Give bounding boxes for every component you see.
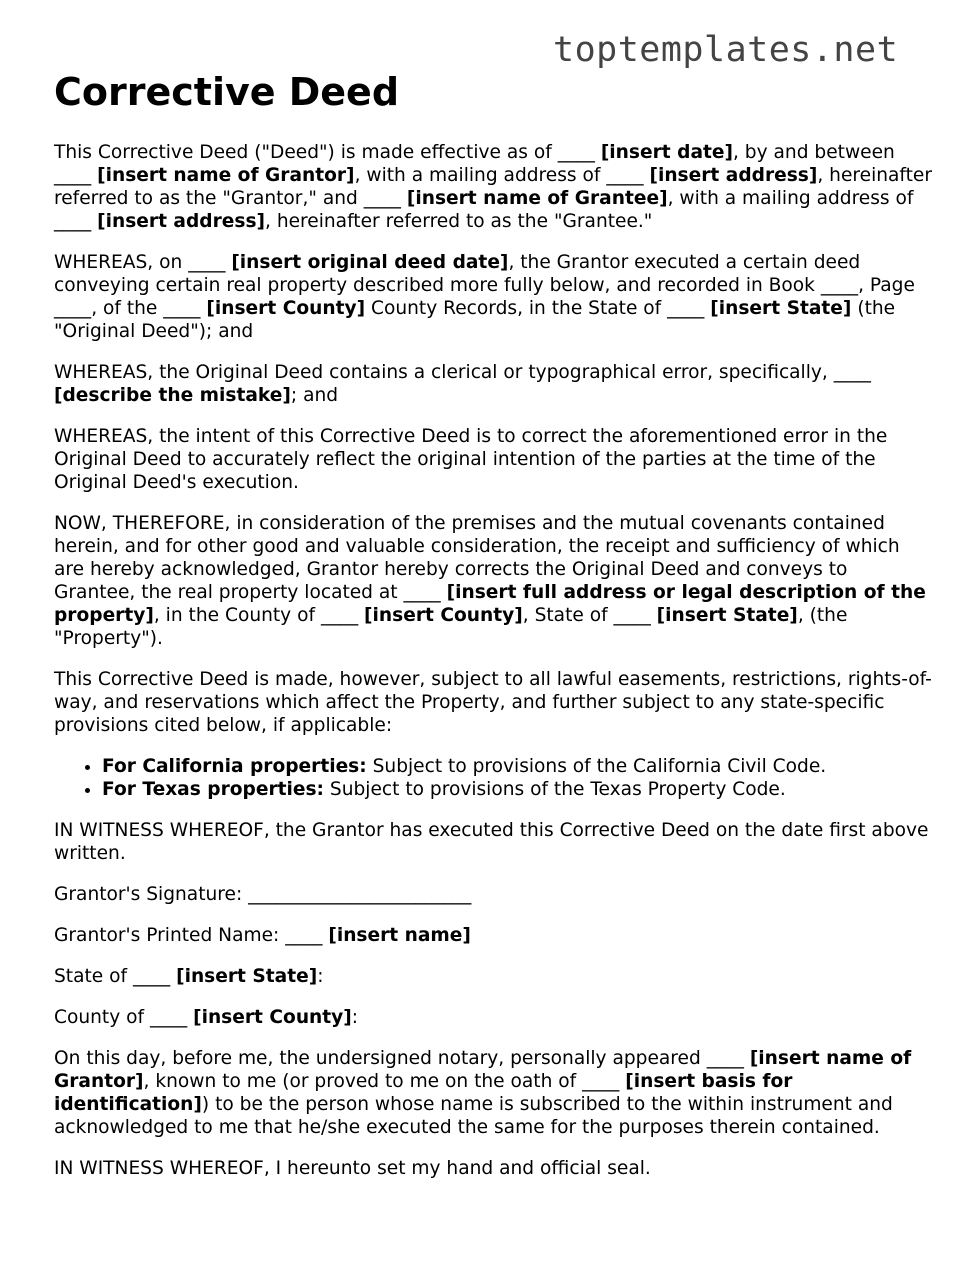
field-placeholder: [insert name of Grantor] [54, 1048, 912, 1092]
list-item-label: For Texas properties: [102, 779, 324, 800]
witness-grantor-paragraph: IN WITNESS WHEREOF, the Grantor has executed this Corrective Deed on the date first above written. [54, 820, 929, 864]
list-item-label: For California properties: [102, 756, 367, 777]
blank-line: ____ [403, 582, 441, 603]
blank-line: ____ [706, 1048, 744, 1069]
field-placeholder: [insert address] [649, 165, 818, 186]
text: WHEREAS, on [54, 252, 189, 273]
now-therefore-paragraph [54, 512, 934, 650]
text: , in the County of [153, 605, 321, 626]
field-placeholder: [describe the mistake] [54, 385, 291, 406]
text: ; and [290, 385, 339, 406]
whereas-original-deed-paragraph [54, 251, 934, 343]
text: , with a mailing address of [354, 165, 607, 186]
text: On this day, before me, the undersigned notary, personally appeared [54, 1048, 707, 1069]
field-placeholder: [insert original deed date] [231, 252, 509, 273]
blank-line: ____ [54, 211, 92, 232]
field-placeholder: [insert name of Grantor] [97, 165, 355, 186]
blank-line: ____ [582, 1071, 620, 1092]
notary-paragraph [54, 1047, 934, 1139]
document-page [54, 0, 934, 1180]
blank-line: ____ [613, 605, 651, 626]
county-label: County of [54, 1007, 150, 1028]
blank-line: ____ [132, 966, 171, 987]
text: , State of [522, 605, 614, 626]
field-placeholder: [insert State] [656, 605, 798, 626]
witness-notary-paragraph: IN WITNESS WHEREOF, I hereunto set my hand and official seal. [54, 1158, 651, 1179]
text: , by and between [732, 142, 895, 163]
state-provisions-list [54, 755, 934, 801]
list-item-text: Subject to provisions of the Texas Property Code. [324, 779, 786, 800]
printed-name-label: Grantor's Printed Name: [54, 925, 286, 946]
field-placeholder: [insert address] [97, 211, 266, 232]
field-placeholder: [insert full address or legal description of the property] [54, 582, 926, 626]
field-placeholder: [insert State] [710, 298, 852, 319]
text: , with a mailing address of [667, 188, 914, 209]
document-title: Corrective Deed [54, 70, 400, 114]
list-item [102, 755, 934, 778]
text: , the Grantor executed a certain deed conveying certain real property described more fully below, and recorded in Book [54, 252, 861, 296]
field-placeholder: [insert County] [206, 298, 366, 319]
field-placeholder: [insert name] [328, 925, 471, 946]
field-placeholder: [insert County] [364, 605, 523, 626]
blank-line: ____ [54, 298, 92, 319]
text: County Records, in the State of [365, 298, 668, 319]
blank-line: ____ [320, 605, 359, 626]
list-item [102, 778, 934, 801]
blank-line: ____ [557, 142, 595, 163]
text: (the "Original Deed"); and [54, 298, 896, 342]
field-placeholder: [insert County] [193, 1007, 352, 1028]
watermark: toptemplates.net [553, 30, 899, 70]
blank-line: ____ [667, 298, 705, 319]
text: NOW, THEREFORE, in consideration of the premises and the mutual covenants contained herein, and for other good and valuable consideration, the receipt and sufficiency of which are hereby acknowledged, Grantor hereby corrects the Original Deed and conveys to Grantee, the real property located at [54, 513, 900, 603]
state-line [54, 965, 934, 988]
grantor-signature-line [54, 883, 934, 906]
text: WHEREAS, the Original Deed contains a clerical or typographical error, specifically, [54, 362, 834, 383]
field-placeholder: [insert name of Grantee] [406, 188, 668, 209]
blank-line: ____ [149, 1007, 188, 1028]
text: , (the "Property"). [54, 605, 848, 649]
field-placeholder: [insert State] [176, 966, 318, 987]
whereas-error-paragraph [54, 361, 934, 407]
text: , of the [91, 298, 164, 319]
blank-line: ____ [606, 165, 644, 186]
text: , known to me (or proved to me on the oath of [143, 1071, 583, 1092]
colon: : [317, 966, 324, 987]
state-label: State of [54, 966, 133, 987]
blank-line: ____ [285, 925, 323, 946]
blank-line: ____ [833, 362, 871, 383]
text: This Corrective Deed ("Deed") is made effective as of [54, 142, 558, 163]
text: , Page [858, 275, 915, 296]
subject-to-paragraph: This Corrective Deed is made, however, subject to all lawful easements, restrictions, rights-of-way, and reservations which affect the Property, and further subject to any state-specific provisions cited below, if applicable: [54, 669, 932, 736]
signature-blank: ________________________ [248, 884, 472, 905]
blank-line: ____ [363, 188, 401, 209]
blank-line: ____ [163, 298, 201, 319]
intro-paragraph [54, 141, 934, 233]
blank-line: ____ [188, 252, 226, 273]
text: , hereinafter referred to as the "Grantee." [265, 211, 653, 232]
field-placeholder: [insert date] [600, 142, 733, 163]
list-item-text: Subject to provisions of the California Civil Code. [366, 756, 827, 777]
blank-line: ____ [54, 165, 92, 186]
signature-label: Grantor's Signature: [54, 884, 249, 905]
text: ) to be the person whose name is subscribed to the within instrument and acknowledged to me that he/she executed the same for the purposes therein contained. [54, 1094, 893, 1138]
text: , hereinafter referred to as the "Grantor," and [54, 165, 933, 209]
colon: : [351, 1007, 359, 1028]
field-placeholder: [insert basis for identification] [54, 1071, 793, 1115]
whereas-intent-paragraph: WHEREAS, the intent of this Corrective Deed is to correct the aforementioned error in the Original Deed to accurately reflect the original intention of the parties at the time of the Original Deed's execution. [54, 426, 888, 493]
county-line [54, 1006, 934, 1029]
blank-line: ____ [820, 275, 859, 296]
grantor-printed-name-line [54, 924, 934, 947]
